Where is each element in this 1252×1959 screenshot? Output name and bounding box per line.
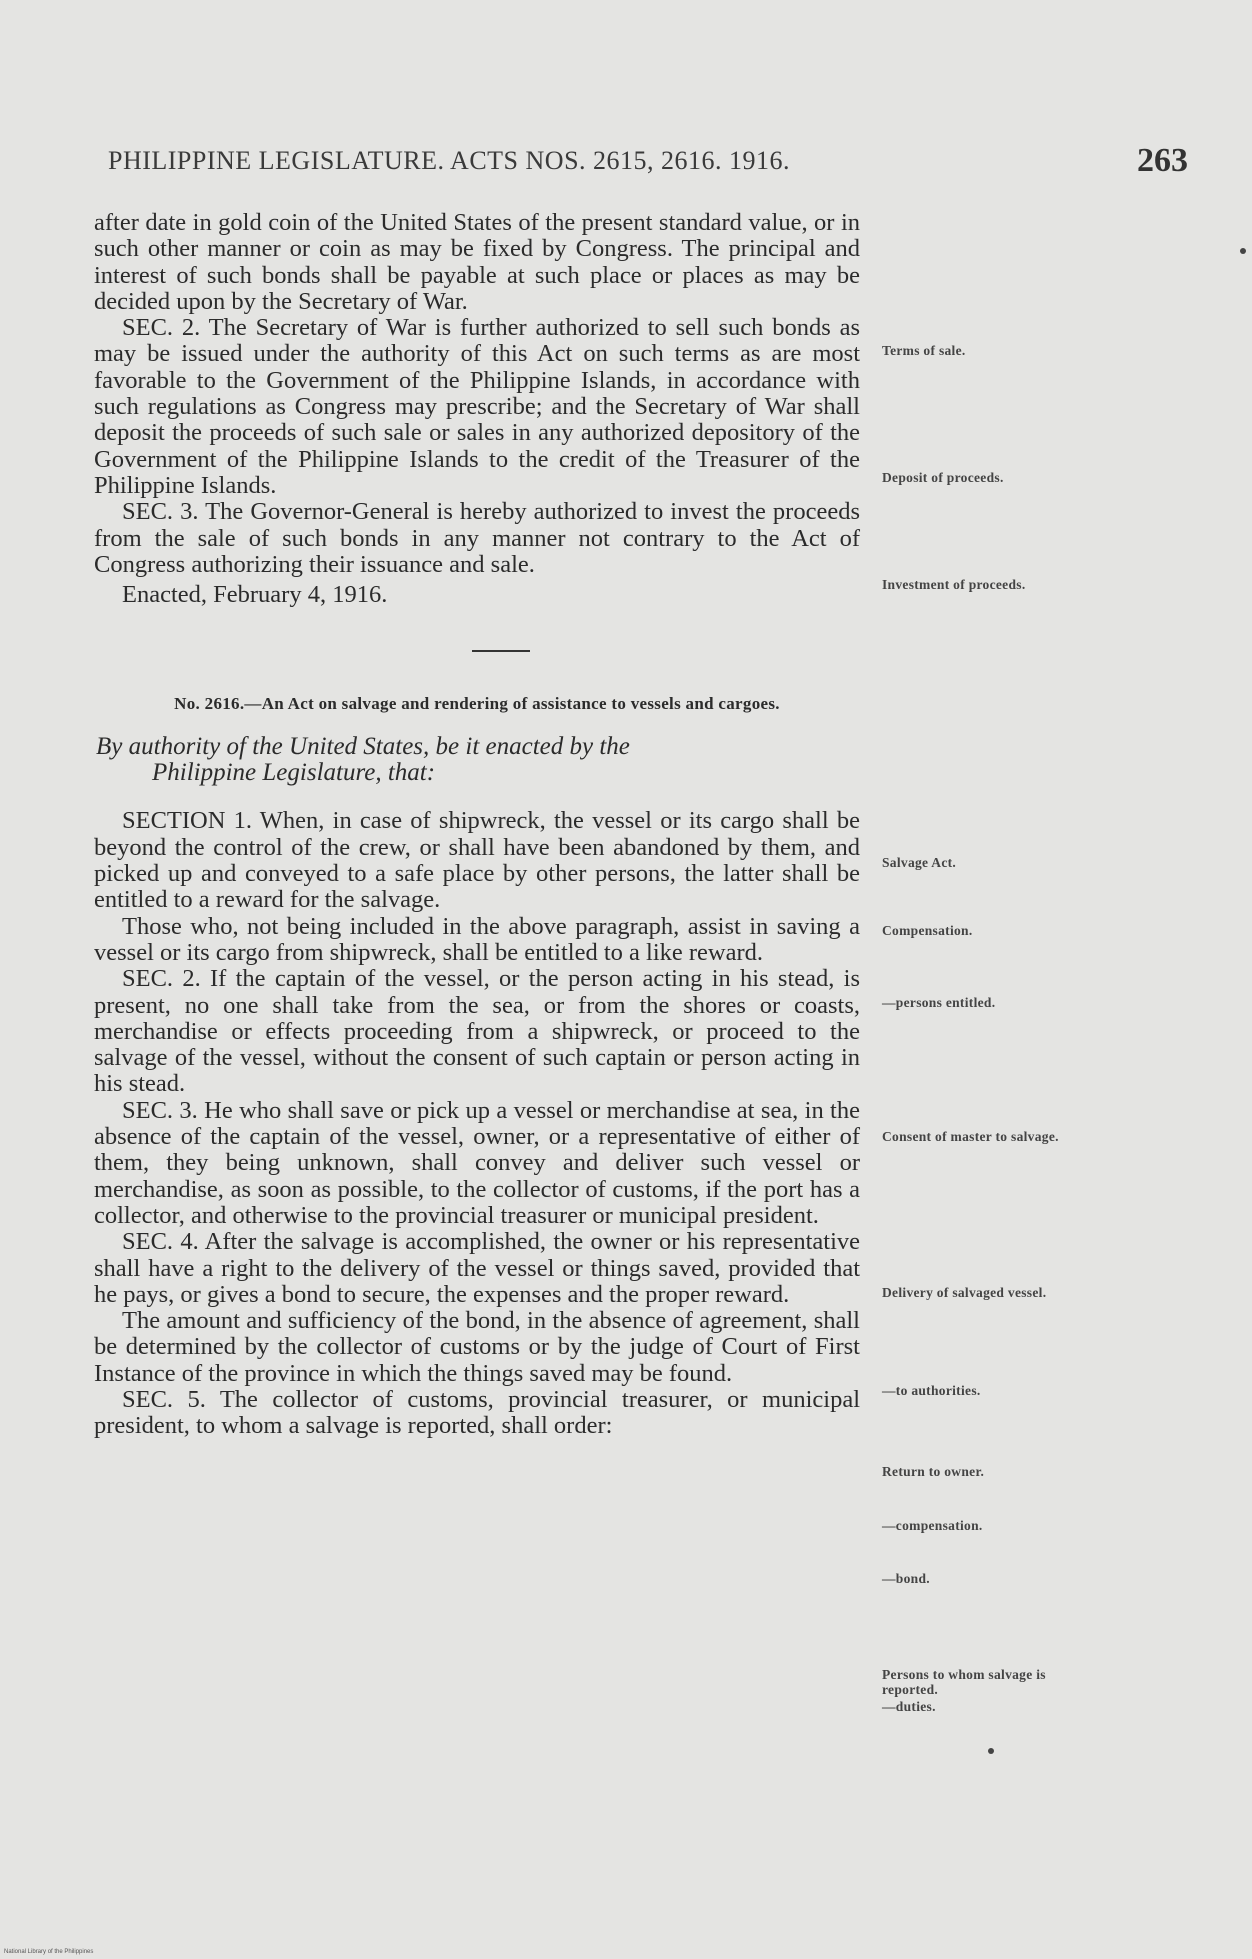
margin-note: Compensation. <box>882 923 973 938</box>
section-divider <box>472 650 530 652</box>
margin-note: —persons entitled. <box>882 995 996 1010</box>
paragraph: after date in gold coin of the United States of the present standard value, or in such other manner or coin as may be fixed by Congress. The principal and interest of such bonds shall be payable at such place or places as may be decided upon by the Secretary of War. <box>94 209 860 315</box>
margin-note: Delivery of salvaged vessel. <box>882 1285 1047 1300</box>
margin-note: Investment of proceeds. <box>882 577 1026 592</box>
page-header <box>108 142 1188 186</box>
scan-footer: National Library of the Philippines <box>4 1949 94 1955</box>
section-paragraph: SEC. 5. The collector of customs, provincial treasurer, or municipal president, to whom a salvage is reported, shall order: <box>94 1385 860 1440</box>
section-paragraph: The amount and sufficiency of the bond, in the absence of agreement, shall be determined by the collector of customs or by the judge of Court of First Instance of the province in which the things saved may be found. <box>94 1307 860 1387</box>
scan-speck <box>988 1748 994 1754</box>
enacted-date: Enacted, February 4, 1916. <box>122 581 388 609</box>
body-text <box>94 210 860 1440</box>
section-paragraph: SEC. 2. If the captain of the vessel, or the person acting in his stead, is present, no one shall take from the sea, or from the shores or coasts, merchandise or effects proceeding from a shipwreck, or proceed to the salvage of the vessel, without the consent of such captain or person acting in his stead. <box>94 965 860 1098</box>
margin-note: —compensation. <box>882 1518 983 1533</box>
section-paragraph: SEC. 4. After the salvage is accomplished, the owner or his representative shall have a right to the delivery of the vessel or things saved, provided that he pays, or gives a bond to secure, the expenses and the proper reward. <box>94 1228 860 1308</box>
margin-note: Consent of master to salvage. <box>882 1129 1059 1144</box>
enacting-clause-line: By authority of the United States, be it enacted by the <box>96 733 630 761</box>
margin-note: Terms of sale. <box>882 343 966 358</box>
margin-note: Salvage Act. <box>882 855 957 870</box>
margin-note: Deposit of proceeds. <box>882 470 1004 485</box>
margin-note: Persons to whom salvage is reported. <box>882 1667 1046 1697</box>
act-title: No. 2616.—An Act on salvage and rendering of assistance to vessels and cargoes. <box>174 694 780 714</box>
scan-speck <box>1240 248 1246 254</box>
section-paragraph: SECTION 1. When, in case of shipwreck, the vessel or its cargo shall be beyond the control of the crew, or shall have been abandoned by them, and picked up and conveyed to a safe place by other persons, the latter shall be entitled to a reward for the salvage. <box>94 807 860 914</box>
paragraph: SEC. 2. The Secretary of War is further authorized to sell such bonds as may be issued under the authority of this Act on such terms as are most favorable to the Government of the Philippine Islands, in accordance with such regulations as Congress may prescribe; and the Secretary of War shall deposit the proceeds of such sale or sales in any authorized depository of the Government of the Philippine Islands to the credit of the Treasurer of the Philippine Islands. <box>94 314 860 499</box>
margin-note: —to authorities. <box>882 1383 981 1398</box>
margin-note: —bond. <box>882 1571 930 1586</box>
enacting-clause <box>94 734 860 786</box>
page-number: 263 <box>1137 142 1188 179</box>
enacting-clause-line: Philippine Legislature, that: <box>152 759 436 787</box>
margin-note: Return to owner. <box>882 1464 985 1479</box>
margin-note: —duties. <box>882 1699 936 1714</box>
section-paragraph: SEC. 3. He who shall save or pick up a vessel or merchandise at sea, in the absence of the captain of the vessel, owner, or a representative of either of them, they being unknown, shall convey and deliver such vessel or merchandise, as soon as possible, to the collector of customs, if the port has a collector, and otherwise to the provincial treasurer or municipal president. <box>94 1096 860 1229</box>
running-head: PHILIPPINE LEGISLATURE. ACTS NOS. 2615, 2616. 1916. <box>108 146 791 175</box>
paragraph: SEC. 3. The Governor-General is hereby authorized to invest the proceeds from the sale of such bonds in any manner not contrary to the Act of Congress authorizing their issuance and sale. <box>94 498 860 578</box>
section-paragraph: Those who, not being included in the above paragraph, assist in saving a vessel or its cargo from shipwreck, shall be entitled to a like reward. <box>94 912 860 966</box>
